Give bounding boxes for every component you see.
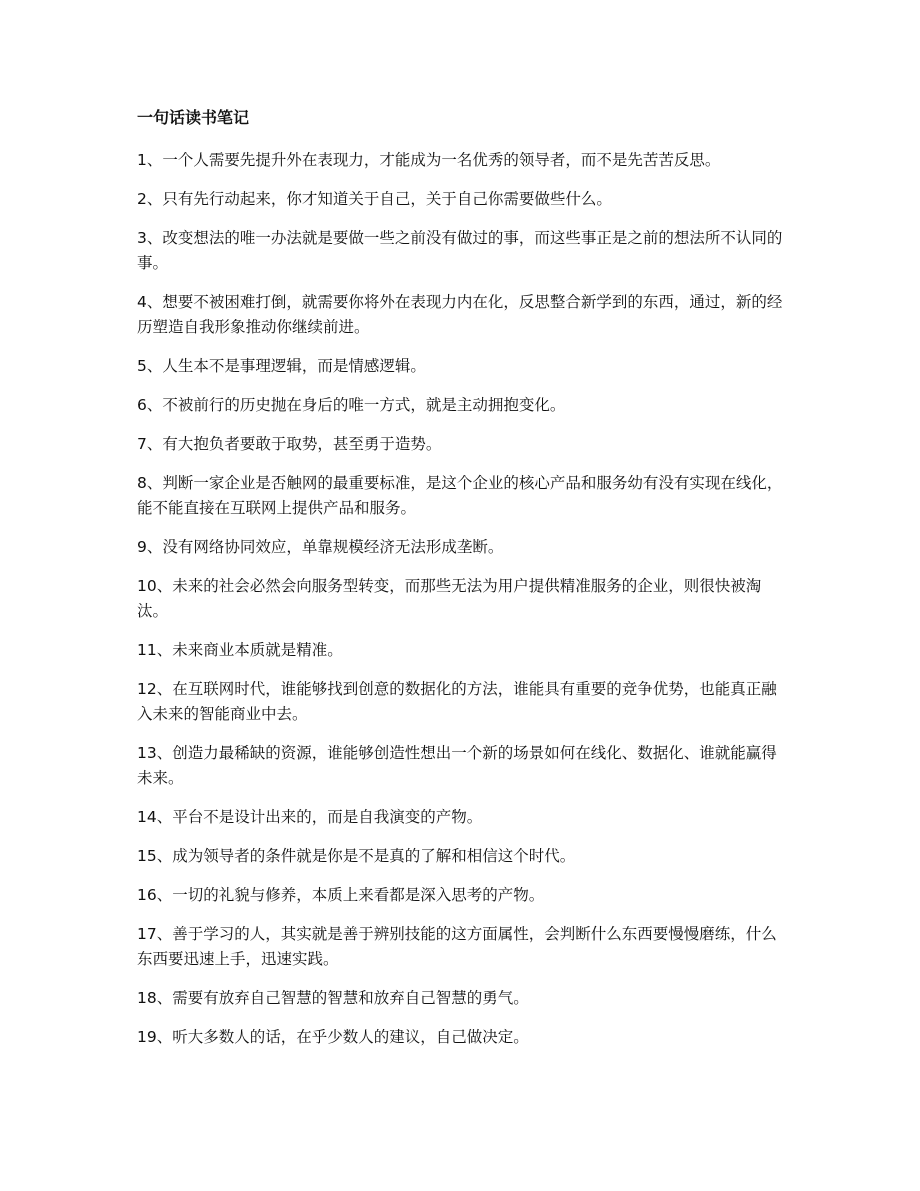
- note-item-7: 7、有大抱负者要敢于取势，甚至勇于造势。: [137, 435, 442, 453]
- note-item-2: 2、只有先行动起来，你才知道关于自己，关于自己你需要做些什么。: [137, 190, 612, 208]
- note-item-1: 1、一个人需要先提升外在表现力，才能成为一名优秀的领导者，而不是先苦苦反思。: [137, 151, 721, 169]
- note-item-14: 14、平台不是设计出来的，而是自我演变的产物。: [137, 808, 483, 826]
- note-item-9: 9、没有网络协同效应，单靠规模经济无法形成垄断。: [137, 538, 504, 556]
- notes-list: [137, 148, 787, 1064]
- note-item-8: 8、判断一家企业是否触网的最重要标准，是这个企业的核心产品和服务幼有没有实现在线化，能不能直接在互联网上提供产品和服务。: [137, 474, 783, 517]
- note-item-19: 19、听大多数人的话，在乎少数人的建议，自己做决定。: [137, 1028, 529, 1046]
- note-item-6: 6、不被前行的历史抛在身后的唯一方式，就是主动拥抱变化。: [137, 396, 566, 414]
- note-item-10: 10、未来的社会必然会向服务型转变，而那些无法为用户提供精准服务的企业，则很快被淘汰。: [137, 577, 762, 620]
- note-item-17: 17、善于学习的人，其实就是善于辨别技能的这方面属性，会判断什么东西要慢慢磨练，什么东西要迅速上手，迅速实践。: [137, 925, 777, 968]
- note-item-13: 13、创造力最稀缺的资源，谁能够创造性想出一个新的场景如何在线化、数据化、谁就能赢得未来。: [137, 744, 777, 787]
- note-item-4: 4、想要不被困难打倒，就需要你将外在表现力内在化，反思整合新学到的东西，通过，新的经历塑造自我形象推动你继续前进。: [137, 293, 783, 336]
- note-item-3: 3、改变想法的唯一办法就是要做一些之前没有做过的事，而这些事正是之前的想法所不认同的事。: [137, 229, 783, 272]
- note-item-16: 16、一切的礼貌与修养，本质上来看都是深入思考的产物。: [137, 886, 545, 904]
- note-item-11: 11、未来商业本质就是精准。: [137, 641, 343, 659]
- note-item-15: 15、成为领导者的条件就是你是不是真的了解和相信这个时代。: [137, 847, 576, 865]
- note-item-18: 18、需要有放弃自己智慧的智慧和放弃自己智慧的勇气。: [137, 989, 529, 1007]
- note-item-12: 12、在互联网时代，谁能够找到创意的数据化的方法，谁能具有重要的竞争优势，也能真正融入未来的智能商业中去。: [137, 680, 777, 723]
- page-title: 一句话读书笔记: [137, 108, 250, 127]
- note-item-5: 5、人生本不是事理逻辑，而是情感逻辑。: [137, 357, 426, 375]
